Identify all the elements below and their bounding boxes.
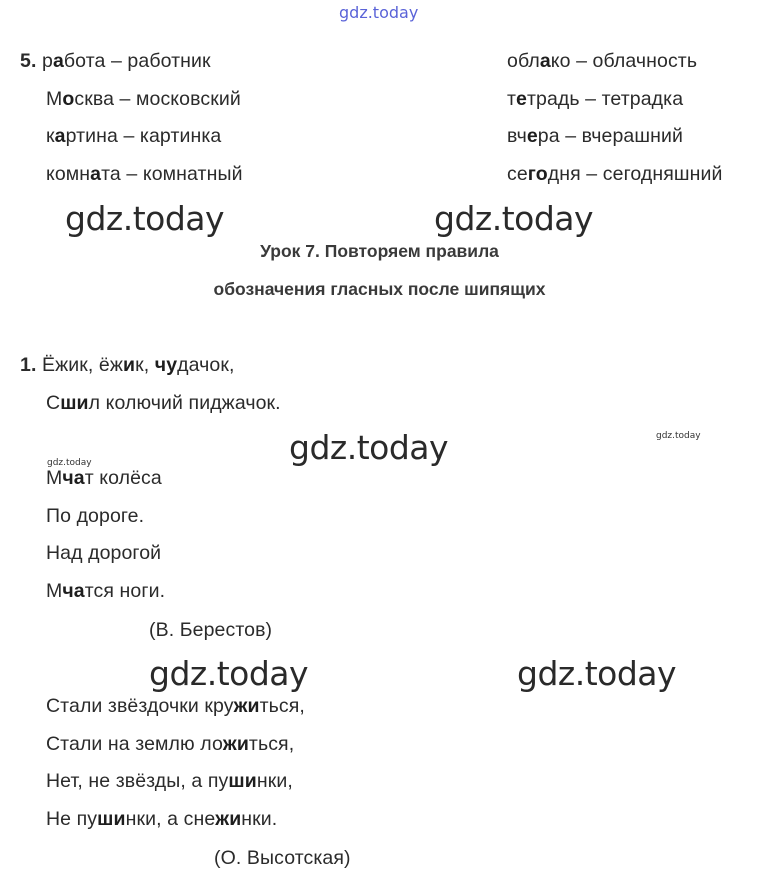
poem-2-line-3 (46, 769, 293, 793)
word-part: т колёса (84, 467, 162, 489)
word-part: к, ёж (79, 354, 124, 376)
exercise-5-number: 5. (20, 50, 37, 72)
word-part: Не пу (46, 808, 98, 830)
word-part: ко – облачность (550, 50, 698, 72)
exercise-5-row-1-left (20, 49, 211, 73)
word-part: л колючий пиджачок. (88, 392, 281, 414)
word-part: к (46, 125, 55, 147)
watermark-small: gdz.today (656, 431, 701, 441)
exercise-5-row-2-right (507, 87, 683, 111)
highlighted-letter: жи (233, 695, 260, 717)
poem-1-line-3 (46, 541, 161, 565)
word-part: обл (507, 50, 540, 72)
word-part: Над дорогой (46, 542, 162, 564)
exercise-5-row-4-left (46, 162, 243, 186)
word-part: р (42, 50, 53, 72)
word-part: нки. (241, 808, 278, 830)
word-part: т (507, 88, 517, 110)
highlighted-letter: е (516, 88, 527, 110)
word-part: вч (507, 125, 527, 147)
word-part: бота – работник (63, 50, 211, 72)
watermark: gdz.today (149, 654, 309, 693)
word-part: Стали на землю ло (46, 733, 223, 755)
exercise-5-row-1-right (507, 49, 697, 73)
exercise-5-row-4-right (507, 162, 722, 186)
highlighted-letter: а (539, 50, 551, 72)
word-part: Стали звёздочки кру (46, 695, 234, 717)
highlighted-letter: а (90, 163, 102, 185)
word-part: се (507, 163, 528, 185)
exercise-1-number: 1. (20, 354, 37, 376)
word-part: нки, (256, 770, 293, 792)
watermark-small: gdz.today (47, 458, 92, 468)
exercise-1-line-2 (46, 391, 281, 415)
highlighted-letter: жи (222, 733, 249, 755)
word-part: М (46, 580, 63, 602)
poem-1-line-2 (46, 504, 144, 528)
highlighted-letter: и (123, 354, 136, 376)
highlighted-letter: е (526, 125, 538, 147)
word-part: С (46, 392, 61, 414)
word-part: дачок, (177, 354, 235, 376)
highlighted-letter: а (54, 125, 66, 147)
exercise-5-row-3-left (46, 124, 221, 148)
word-part: традь – тетрадка (526, 88, 684, 110)
word-part: ться, (248, 733, 295, 755)
highlighted-letter: ча (62, 467, 85, 489)
watermark: gdz.today (517, 654, 677, 693)
lesson-title-line-1: Урок 7. Повторяем правила (260, 241, 499, 261)
word-part: та – комнатный (101, 163, 243, 185)
word-part: дня – сегодняшний (547, 163, 723, 185)
poem-2-line-4 (46, 807, 277, 831)
poem-2-author: (О. Высотская) (214, 847, 351, 869)
highlighted-letter: о (62, 88, 75, 110)
word-part: ртина – картинка (65, 125, 222, 147)
lesson-title-line-2: обозначения гласных после шипящих (213, 279, 546, 299)
watermark: gdz.today (65, 199, 225, 238)
exercise-5-row-2-left (46, 87, 241, 111)
watermark-top: gdz.today (339, 3, 419, 22)
highlighted-letter: чу (154, 354, 178, 376)
poem-2-line-1 (46, 694, 305, 718)
word-part: По дороге. (46, 505, 145, 527)
watermark: gdz.today (289, 428, 449, 467)
word-part: Нет, не звёзды, а пу (46, 770, 229, 792)
poem-1-line-4 (46, 579, 165, 603)
word-part: тся ноги. (84, 580, 166, 602)
highlighted-letter: ши (228, 770, 257, 792)
watermark: gdz.today (434, 199, 594, 238)
exercise-1-line-1 (20, 353, 235, 377)
word-part: нки, а сне (125, 808, 216, 830)
poem-2-line-2 (46, 732, 294, 756)
word-part: комн (46, 163, 91, 185)
word-part: М (46, 88, 63, 110)
word-part: ра – вчерашний (537, 125, 683, 147)
poem-1-line-1 (46, 466, 162, 490)
exercise-5-row-3-right (507, 124, 683, 148)
word-part: сква – московский (74, 88, 241, 110)
highlighted-letter: жи (215, 808, 242, 830)
word-part: М (46, 467, 63, 489)
poem-1-author: (В. Берестов) (149, 619, 273, 641)
word-part: к, (135, 354, 155, 376)
highlighted-letter: а (52, 50, 64, 72)
word-part: ться, (259, 695, 305, 717)
highlighted-letter: ча (62, 580, 85, 602)
word-part: Ёжи (42, 354, 80, 376)
highlighted-letter: ши (60, 392, 89, 414)
highlighted-letter: ши (97, 808, 126, 830)
highlighted-letter: го (527, 163, 548, 185)
